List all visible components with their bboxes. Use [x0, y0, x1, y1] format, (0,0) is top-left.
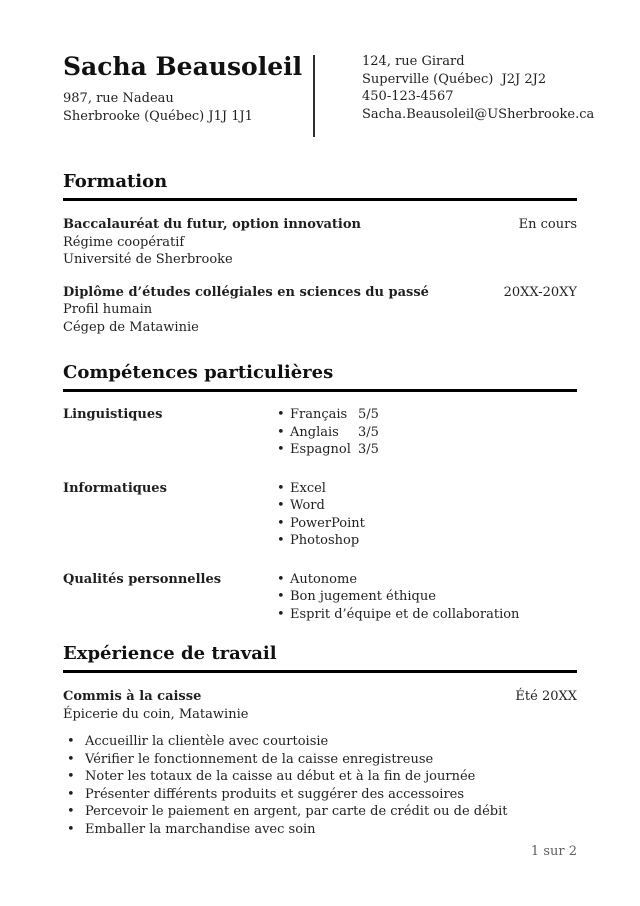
education-institution: Université de Sherbrooke [63, 252, 233, 267]
skills-group-linguistiques [63, 406, 577, 459]
section-formation [63, 171, 577, 336]
section-title-formation: Formation [63, 171, 577, 201]
section-title-experience: Expérience de travail [63, 643, 577, 673]
duty-item: • Vérifier le fonctionnement de la caisse enregistreuse [63, 751, 577, 769]
skill-item: • Bon jugement éthique [275, 588, 519, 606]
skill-item: • Photoshop [275, 532, 365, 550]
duty-item: • Présenter différents produits et suggérer des accessoires [63, 786, 577, 804]
education-entry [63, 284, 577, 337]
skill-rating: 3/5 [358, 442, 379, 457]
skill-rating: 3/5 [358, 424, 379, 440]
skills-group-label: Qualités personnelles [63, 571, 222, 587]
skill-item: • Excel [275, 480, 365, 498]
skill-item [275, 441, 379, 459]
skill-item [275, 406, 379, 424]
skill-item: • PowerPoint [275, 515, 365, 533]
job-date: Été 20XX [515, 689, 577, 704]
header-left-block [63, 52, 313, 137]
education-entry-head [63, 284, 577, 302]
address-line: 987, rue Nadeau [63, 91, 174, 106]
experience-entry [63, 688, 577, 838]
skills-list [275, 571, 519, 624]
education-date: En cours [518, 217, 577, 232]
skill-item: • Word [275, 497, 365, 515]
education-title: Baccalauréat du futur, option innovation [63, 217, 361, 232]
skills-group-label: Informatiques [63, 480, 167, 496]
job-duties-list [63, 733, 577, 838]
duty-item: • Percevoir le paiement en argent, par carte de crédit ou de débit [63, 803, 577, 821]
experience-entry-head [63, 688, 577, 706]
duty-item: • Accueillir la clientèle avec courtoisie [63, 733, 577, 751]
section-experience [63, 643, 577, 838]
skill-name: Français [290, 407, 348, 422]
section-competences [63, 362, 577, 623]
job-title: Commis à la caisse [63, 689, 202, 704]
contact-address-line: Superville (Québec) J2J 2J2 [362, 71, 547, 87]
skill-item: • Autonome [275, 571, 519, 589]
skill-item [275, 424, 379, 442]
contact-phone: 450-123-4567 [362, 89, 454, 104]
education-title: Diplôme d’études collégiales en sciences du passé [63, 284, 429, 300]
skills-list [275, 480, 365, 550]
job-employer: Épicerie du coin, Matawinie [63, 706, 249, 722]
header-contact-block [362, 52, 594, 137]
skills-group-qualites [63, 571, 577, 624]
skill-rating: 5/5 [358, 407, 379, 422]
education-entry-head [63, 216, 577, 234]
skills-group-label: Linguistiques [63, 407, 163, 422]
education-institution: Cégep de Matawinie [63, 319, 199, 335]
contact-address-line: 124, rue Girard [362, 54, 465, 69]
person-name: Sacha Beausoleil [63, 52, 303, 81]
skill-name: Anglais [290, 424, 339, 440]
section-title-competences: Compétences particulières [63, 362, 577, 392]
education-date: 20XX-20XY [503, 284, 577, 300]
resume-header [63, 52, 595, 137]
contact-email: Sacha.Beausoleil@USherbrooke.ca [362, 106, 595, 122]
skill-name: Espagnol [290, 442, 351, 457]
education-entry [63, 216, 577, 269]
skills-group-informatiques [63, 480, 577, 550]
duty-item: • Emballer la marchandise avec soin [63, 821, 577, 839]
education-detail: Profil humain [63, 302, 153, 317]
skills-block [63, 406, 577, 623]
page-number: 1 sur 2 [530, 843, 577, 859]
header-vertical-divider [313, 55, 315, 137]
address-line: Sherbrooke (Québec) J1J 1J1 [63, 108, 253, 124]
skills-list [275, 406, 379, 459]
duty-item: • Noter les totaux de la caisse au début et à la fin de journée [63, 768, 577, 786]
education-detail: Régime coopératif [63, 234, 185, 250]
skill-item: • Esprit d’équipe et de collaboration [275, 606, 519, 624]
